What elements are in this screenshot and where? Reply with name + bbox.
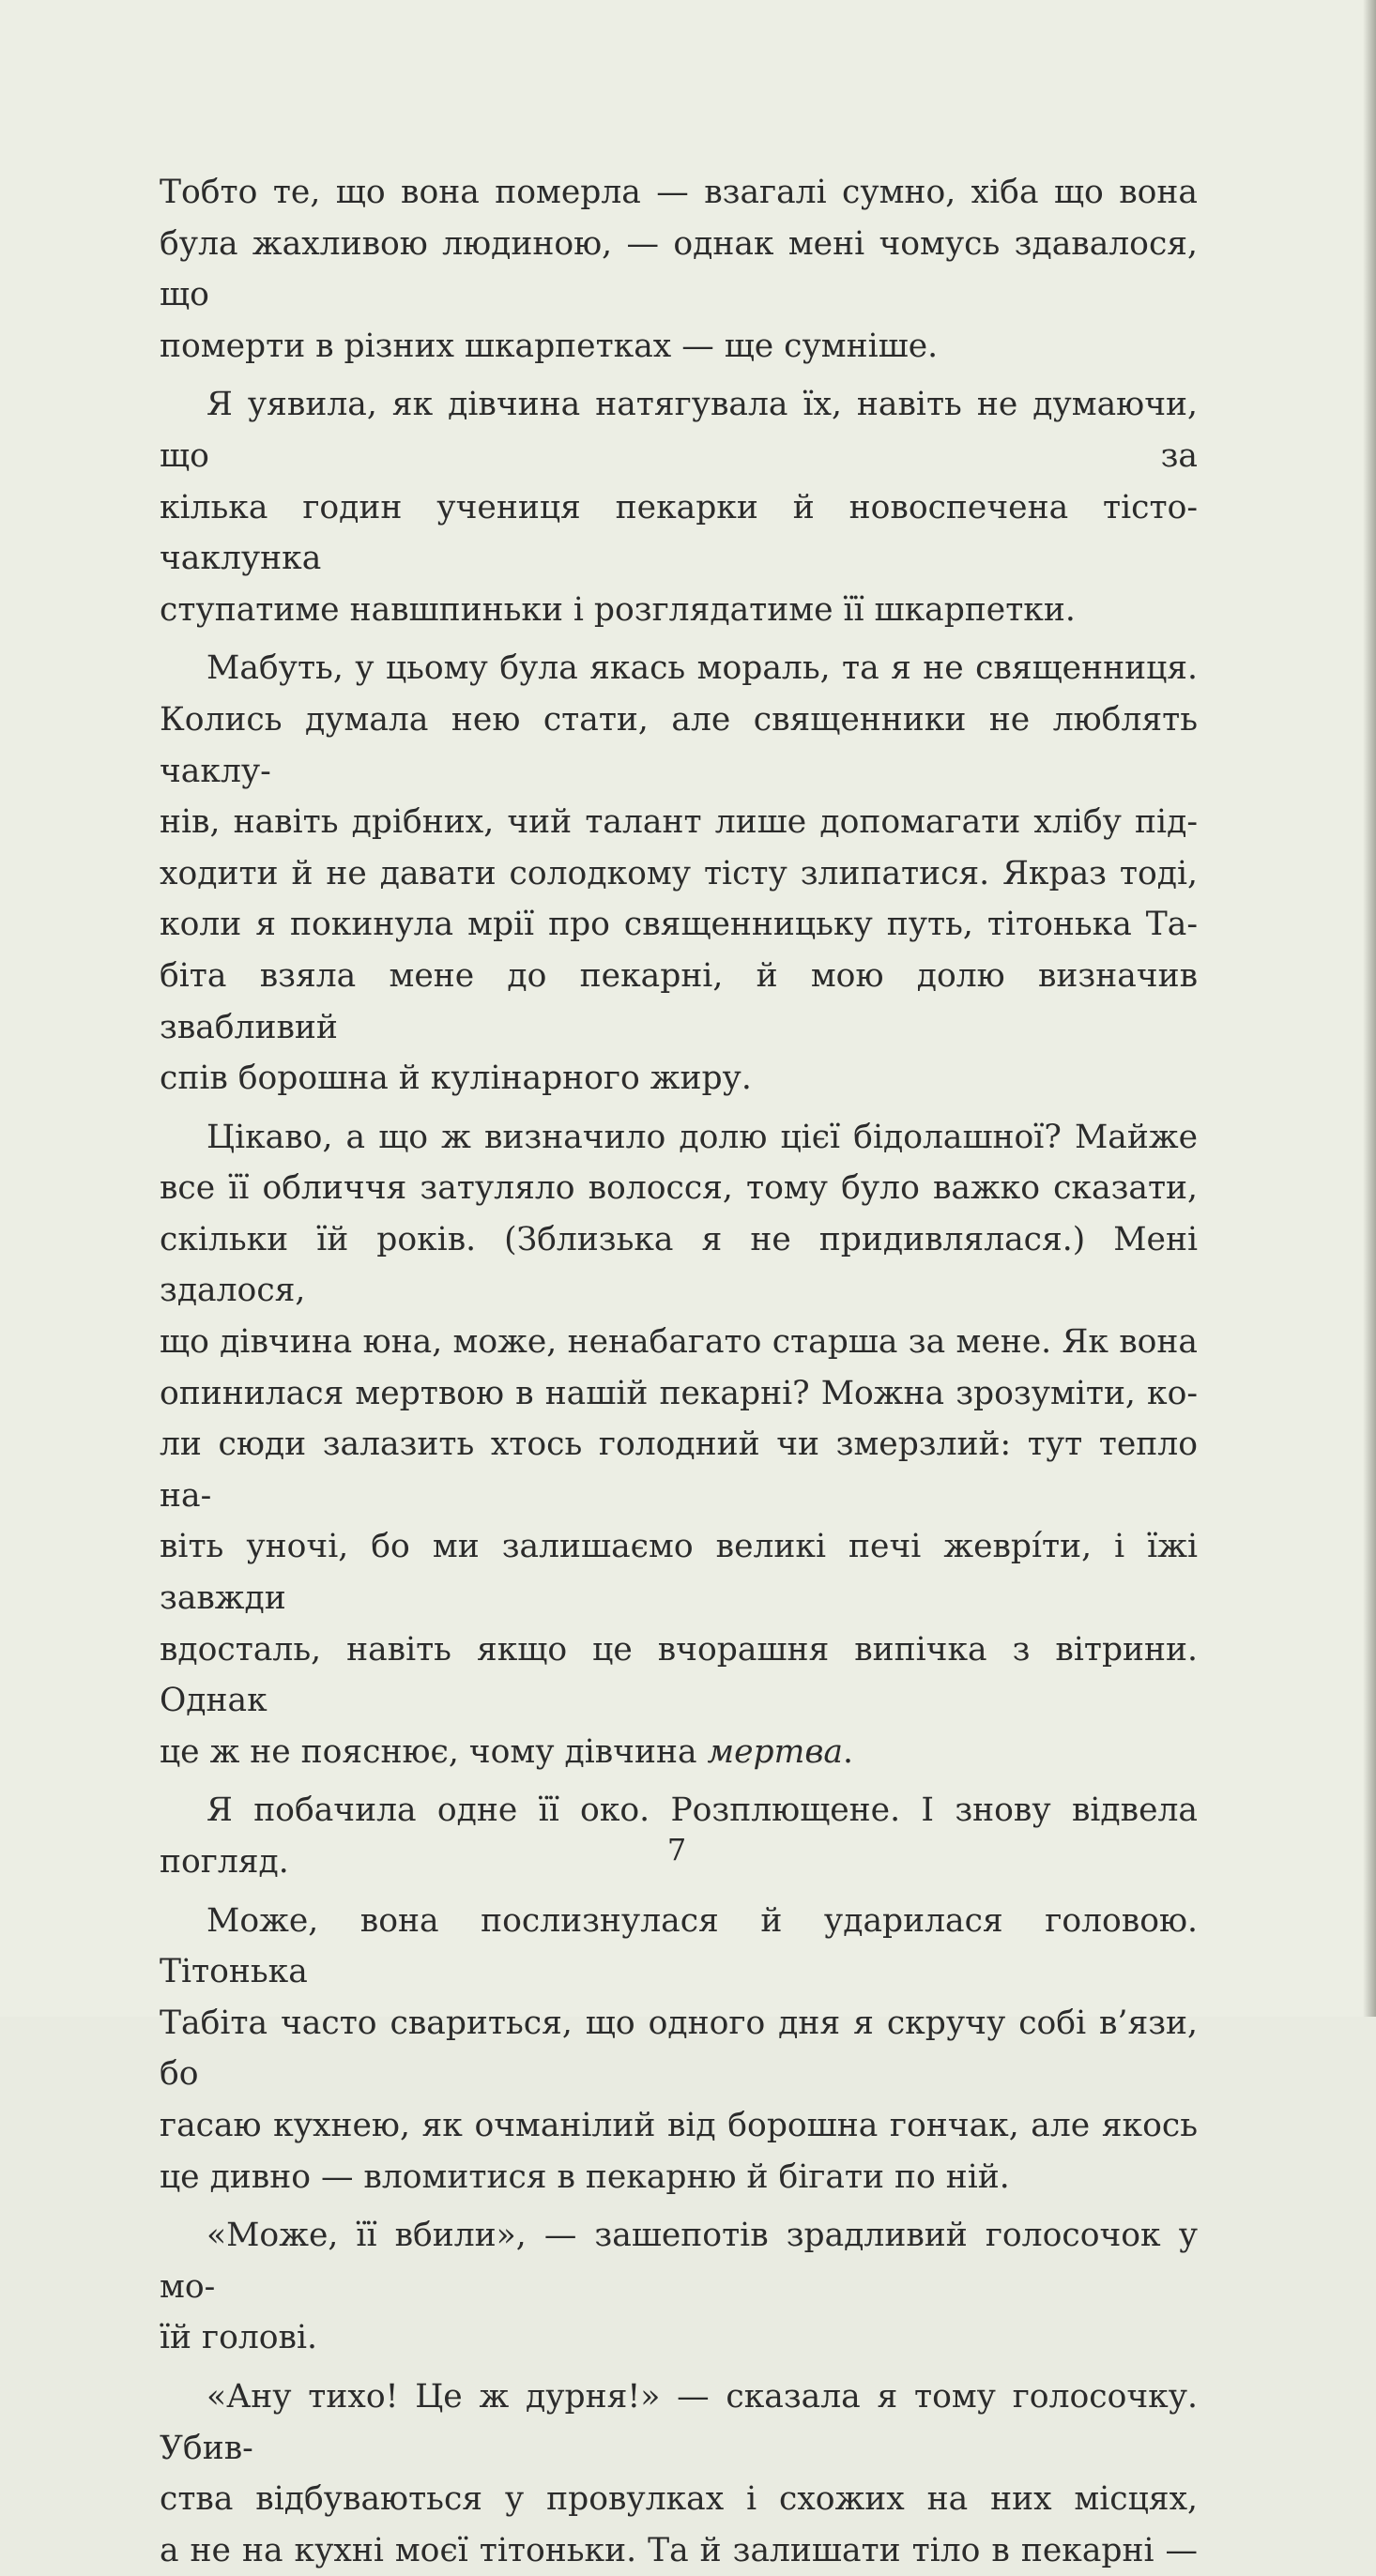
text-line: коли я покинула мрії про священницьку путь, тітонька Та- bbox=[160, 906, 1198, 944]
text-line: біта взяла мене до пекарні, й мою долю визначив звабливий bbox=[160, 956, 1198, 1046]
paragraph bbox=[160, 167, 1198, 372]
text-line: нів, навіть дрібних, чий талант лише допомагати хлібу під- bbox=[160, 803, 1198, 842]
paragraph bbox=[160, 2371, 1198, 2576]
text-line: а не на кухні моєї тітоньки. Та й залишати тіло в пекарні — bbox=[160, 2531, 1198, 2569]
text-line: Я побачила одне її око. Розплющене. І знову відвела погляд. bbox=[160, 1791, 1198, 1881]
text-line: віть уночі, бо ми залишаємо великі печі жеврíти, і їжі завжди bbox=[160, 1528, 1198, 1618]
text-line: Мабуть, у цьому була якась мораль, та я не священниця. bbox=[206, 649, 1198, 688]
text-line: все її обличчя затуляло волосся, тому було важко сказати, bbox=[160, 1169, 1198, 1208]
text-line: Колись думала нею стати, але священники не люблять чаклу- bbox=[160, 700, 1198, 790]
text-line: ли сюди залазить хтось голодний чи змерзлий: тут тепло на- bbox=[160, 1425, 1198, 1515]
text-line: Я уявила, як дівчина натягувала їх, навіть не думаючи, що за bbox=[160, 386, 1198, 475]
text-line: Може, вона послизнулася й ударилася головою. Тітонька bbox=[160, 1901, 1198, 1991]
text-line: гасаю кухнею, як очманілий від борошна гончак, але якось bbox=[160, 2106, 1198, 2144]
text-line: кілька годин учениця пекарки й новоспечена тісто-чаклунка bbox=[160, 488, 1198, 578]
text-run: . bbox=[842, 1732, 853, 1771]
paragraph bbox=[160, 379, 1198, 635]
text-run: це ж не пояснює, чому дівчина bbox=[160, 1732, 708, 1771]
paragraph bbox=[160, 1896, 1198, 2203]
text-line: Цікаво, а що ж визначило долю цієї бідолашної? Майже bbox=[206, 1118, 1198, 1156]
text-line: опинилася мертвою в нашій пекарні? Можна зрозуміти, ко- bbox=[160, 1374, 1198, 1412]
text-line: ступатиме навшпиньки і розглядатиме її шкарпетки. bbox=[160, 590, 1076, 629]
text-line: спів борошна й кулінарного жиру. bbox=[160, 1059, 752, 1098]
text-line: «Може, її вбили», — зашепотів зрадливий голосочок у мо- bbox=[160, 2217, 1198, 2306]
italic-word: мертва bbox=[707, 1732, 843, 1771]
paragraph bbox=[160, 1112, 1198, 1778]
paragraph bbox=[160, 643, 1198, 1104]
text-line: ходити й не давати солодкому тісту злипатися. Якраз тоді, bbox=[160, 854, 1198, 892]
text-line: скільки їй років. (Зблизька я не придивлялася.) Мені здалося, bbox=[160, 1220, 1198, 1310]
text-line: вдосталь, навіть якщо це вчорашня випічка з вітрини. Однак bbox=[160, 1630, 1198, 1720]
text-line: ства відбуваються у провулках і схожих на них місцях, bbox=[160, 2480, 1198, 2519]
text-line: це дивно — вломитися в пекарню й бігати по ній. bbox=[160, 2157, 1010, 2196]
text-line: що дівчина юна, може, ненабагато старша за мене. Як вона bbox=[160, 1323, 1198, 1362]
body-text bbox=[160, 167, 1198, 2576]
page-edge-shadow bbox=[1363, 0, 1376, 2017]
text-line: Табіта часто свариться, що одного дня я скручу собі в’язи, бо bbox=[160, 2004, 1198, 2094]
text-line: була жахливою людиною, — однак мені чомусь здавалося, що bbox=[160, 224, 1198, 314]
page-number: 7 bbox=[666, 1832, 687, 1867]
text-line: їй голові. bbox=[160, 2319, 317, 2357]
paragraph bbox=[160, 2210, 1198, 2364]
text-line: Тобто те, що вона померла — взагалі сумно, хіба що вона bbox=[160, 174, 1198, 211]
text-line bbox=[160, 1727, 1198, 1778]
text-line: «Ану тихо! Це ж дурня!» — сказала я тому голосочку. Убив- bbox=[160, 2377, 1198, 2467]
text-line: померти в різних шкарпетках — ще сумніше. bbox=[160, 327, 939, 365]
